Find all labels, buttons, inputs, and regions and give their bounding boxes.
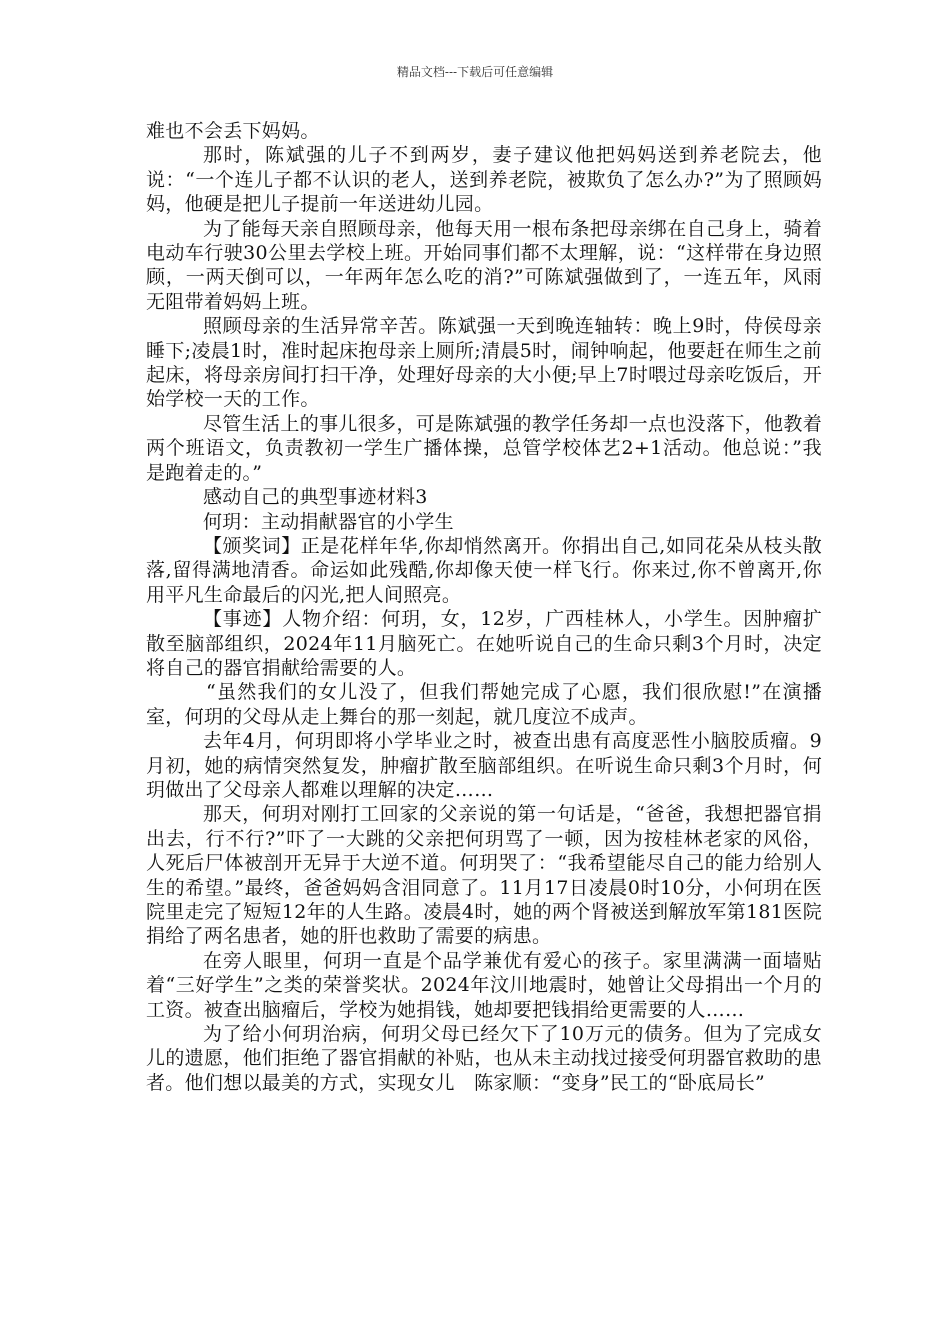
section-subtitle: 何玥：主动捐献器官的小学生 xyxy=(203,510,454,533)
paragraph: 尽管生活上的事儿很多，可是陈斌强的教学任务却一点也没落下，他教着两个班语文，负责教初一学生广播体操，总管学校体艺2+1活动。他总说：”我是跑着走的。” xyxy=(146,412,822,484)
paragraph-continuation: 难也不会丢下妈妈。 xyxy=(146,120,320,142)
section-title: 感动自己的典型事迹材料3 xyxy=(203,486,428,509)
document-body xyxy=(146,119,822,1095)
page-header: 精品文档---下载后可任意编辑 xyxy=(396,65,554,79)
paragraph: 为了给小何玥治病，何玥父母已经欠下了10万元的债务。但为了完成女儿的遗愿，他们拒绝了器官捐献的补贴，也从未主动找过接受何玥器官救助的患者。他们想以最美的方式，实现女儿 陈家顺：“变身”民工的“卧底局长” xyxy=(146,1023,822,1094)
paragraph: 那时，陈斌强的儿子不到两岁，妻子建议他把妈妈送到养老院去，他说：“一个连儿子都不认识的老人，送到养老院，被欺负了怎么办?”为了照顾妈妈，他硬是把儿子提前一年送进幼儿园。 xyxy=(146,144,822,216)
paragraph: “虽然我们的女儿没了，但我们帮她完成了心愿，我们很欣慰!”在演播室，何玥的父母从走上舞台的那一刻起，就几度泣不成声。 xyxy=(146,681,822,728)
paragraph: 为了能每天亲自照顾母亲，他每天用一根布条把母亲绑在自己身上，骑着电动车行驶30公里去学校上班。开始同事们都不太理解，说：“这样带在身边照顾，一两天倒可以，一年两年怎么吃的消?”可陈斌强做到了，一连五年，风雨无阻带着妈妈上班。 xyxy=(146,217,822,313)
paragraph: 去年4月，何玥即将小学毕业之时，被查出患有高度恶性小脑胶质瘤。9月初，她的病情突然复发，肿瘤扩散至脑部组织。在听说生命只剩3个月时，何玥做出了父母亲人都难以理解的决定…… xyxy=(146,730,822,801)
paragraph-deeds: 【事迹】人物介绍：何玥，女，12岁，广西桂林人，小学生。因肿瘤扩散至脑部组织，2024年11月脑死亡。在她听说自己的生命只剩3个月时，决定将自己的器官捐献给需要的人。 xyxy=(146,608,822,679)
paragraph: 在旁人眼里，何玥一直是个品学兼优有爱心的孩子。家里满满一面墙贴着“三好学生”之类的荣誉奖状。2024年汶川地震时，她曾让父母捐出一个月的工资。被查出脑瘤后，学校为她捐钱，她却要把钱捐给更需要的人…… xyxy=(146,949,822,1021)
paragraph-award-words: 【颁奖词】正是花样年华,你却悄然离开。你捐出自己,如同花朵从枝头散落,留得满地清香。命运如此残酷,你却像天使一样飞行。你来过,你不曾离开,你用平凡生命最后的闪光,把人间照亮。 xyxy=(146,534,822,606)
paragraph: 照顾母亲的生活异常辛苦。陈斌强一天到晚连轴转：晚上9时，侍侯母亲睡下;凌晨1时，准时起床抱母亲上厕所;清晨5时，闹钟响起，他要赶在师生之前起床，将母亲房间打扫干净，处理好母亲的大小便;早上7时喂过母亲吃饭后，开始学校一天的工作。 xyxy=(146,315,822,411)
paragraph: 那天，何玥对刚打工回家的父亲说的第一句话是，“爸爸，我想把器官捐出去，行不行?”吓了一大跳的父亲把何玥骂了一顿，因为按桂林老家的风俗，人死后尸体被剖开无异于大逆不道。何玥哭了：“我希望能尽自己的能力给别人生的希望。”最终，爸爸妈妈含泪同意了。11月17日凌晨0时10分，小何玥在医院里走完了短短12年的人生路。凌晨4时，她的两个肾被送到解放军第181医院捐给了两名患者，她的肝也救助了需要的病患。 xyxy=(146,803,822,948)
